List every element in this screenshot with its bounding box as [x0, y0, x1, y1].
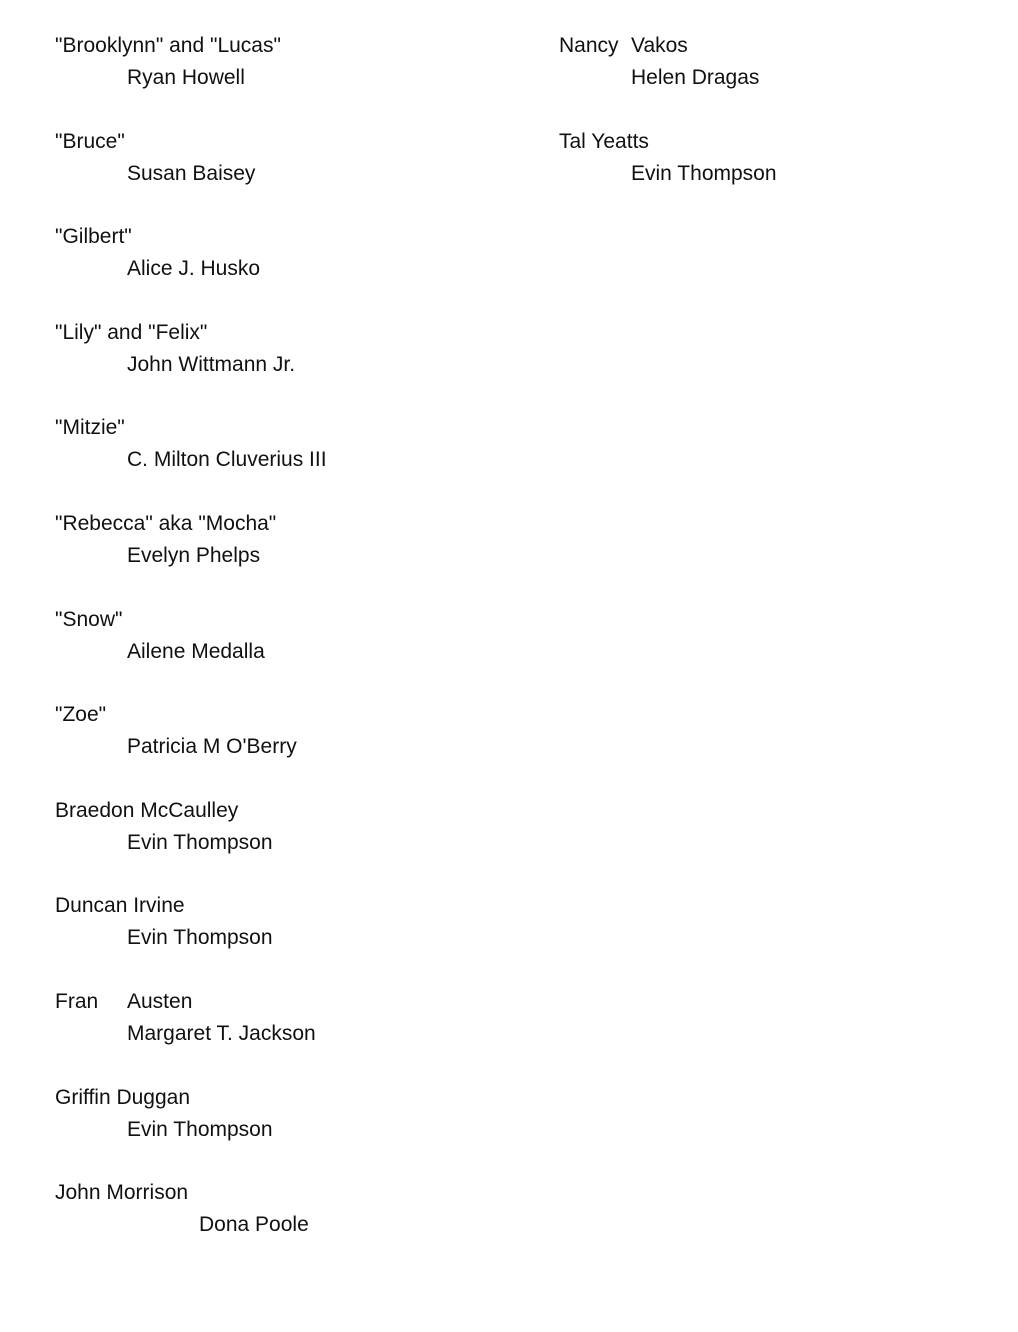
tribute-entry	[55, 221, 515, 317]
honoree-name: "Rebecca" aka "Mocha"	[55, 511, 277, 535]
honoree-name: "Zoe"	[55, 703, 107, 727]
tribute-entry	[55, 508, 515, 604]
honoree-name	[55, 986, 515, 1018]
donor-name: Alice J. Husko	[127, 257, 261, 281]
honoree-name: Tal Yeatts	[559, 129, 649, 153]
donor-name: Helen Dragas	[631, 66, 760, 89]
honoree-name: Griffin Duggan	[55, 1085, 191, 1109]
donor-name: Evelyn Phelps	[127, 543, 261, 567]
honoree-name: "Lily" and "Felix"	[55, 320, 208, 344]
donor-name: Patricia M O'Berry	[127, 735, 297, 759]
donor-name: Ailene Medalla	[127, 639, 265, 663]
donor-name: Dona Poole	[199, 1213, 309, 1237]
honoree-last-name: Vakos	[631, 34, 688, 57]
tribute-entry	[55, 604, 515, 700]
tribute-entry	[559, 126, 999, 222]
donor-name: Evin Thompson	[127, 830, 273, 854]
honoree-name: "Brooklynn" and "Lucas"	[55, 34, 281, 57]
tribute-entry	[55, 1082, 515, 1178]
honoree-name: "Snow"	[55, 607, 123, 631]
tribute-entry	[559, 30, 999, 126]
donor-name: Susan Baisey	[127, 161, 256, 185]
honoree-name: John Morrison	[55, 1181, 189, 1205]
tribute-entry	[55, 317, 515, 413]
tribute-entry	[55, 699, 515, 795]
donor-name: Evin Thompson	[631, 161, 777, 185]
tribute-entry	[55, 412, 515, 508]
tribute-entry	[55, 890, 515, 986]
donor-name: Ryan Howell	[127, 66, 245, 89]
honoree-name: "Mitzie"	[55, 416, 125, 440]
donor-name: Evin Thompson	[127, 1117, 273, 1141]
honoree-name: "Gilbert"	[55, 225, 132, 249]
tribute-entry	[55, 126, 515, 222]
donor-name: John Wittmann Jr.	[127, 352, 296, 376]
honoree-name: "Bruce"	[55, 129, 125, 153]
tribute-entry	[55, 1177, 515, 1273]
honoree-last-name: Austen	[127, 989, 193, 1013]
left-column	[55, 30, 515, 1273]
honoree-name	[559, 30, 999, 62]
honoree-name: Braedon McCaulley	[55, 798, 239, 822]
tribute-entry	[55, 30, 515, 126]
honoree-first-name: Nancy	[559, 34, 619, 57]
tribute-entry	[55, 795, 515, 891]
honoree-name: Duncan Irvine	[55, 894, 185, 918]
tribute-entry	[55, 986, 515, 1082]
donor-name: C. Milton Cluverius III	[127, 448, 327, 472]
donor-name: Margaret T. Jackson	[127, 1021, 316, 1045]
right-column	[559, 30, 999, 221]
honoree-first-name: Fran	[55, 989, 99, 1013]
donor-name: Evin Thompson	[127, 926, 273, 950]
